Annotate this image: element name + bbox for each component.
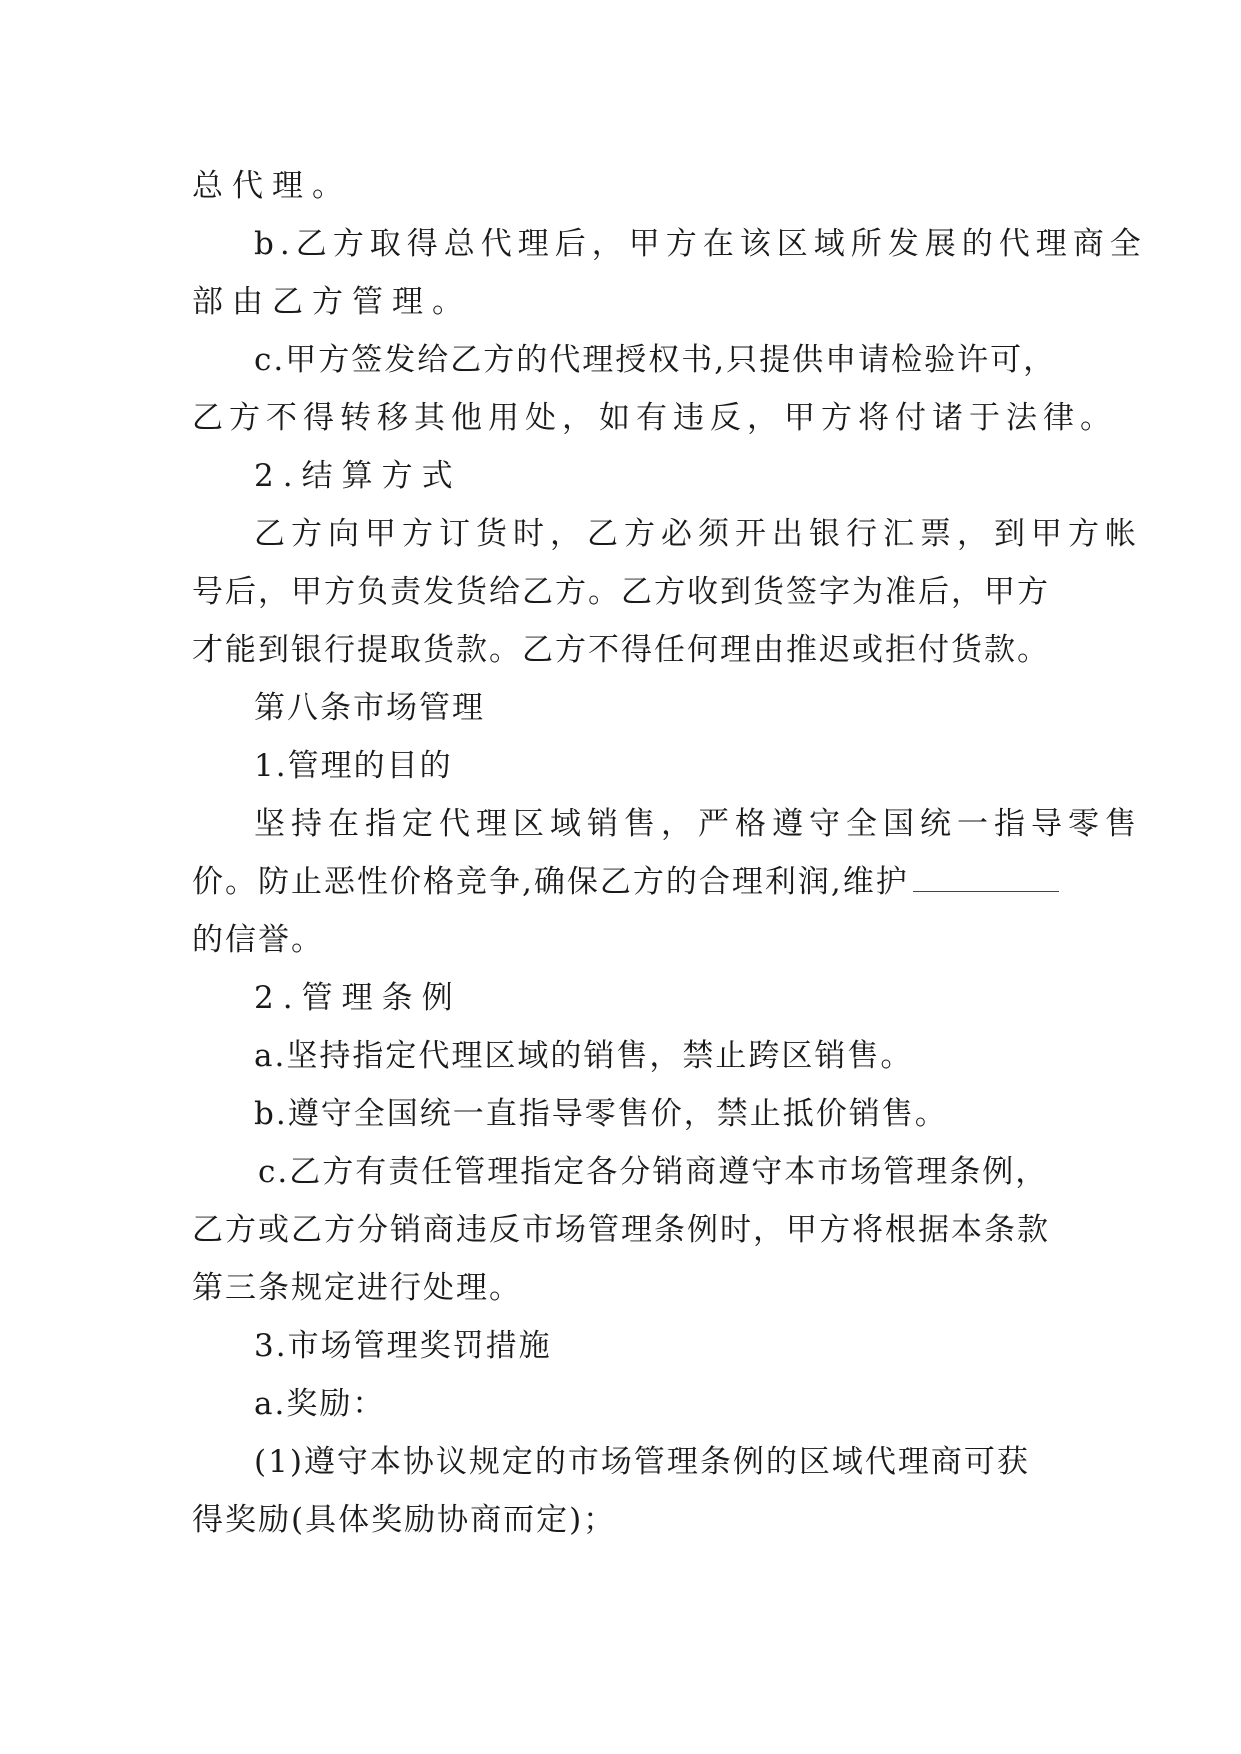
- paragraph-line: c.乙方有责任管理指定各分销商遵守本市场管理条例，: [258, 1154, 1049, 1190]
- paragraph-line: (1)遵守本协议规定的市场管理条例的区域代理商可获: [254, 1444, 1030, 1480]
- paragraph-line: 乙方向甲方订货时，乙方必须开出银行汇票，到甲方帐: [254, 516, 1142, 552]
- paragraph-line: 号后，甲方负责发货给乙方。乙方收到货签字为准后，甲方: [192, 574, 1050, 610]
- paragraph-line: 得奖励(具体奖励协商而定)；: [192, 1502, 617, 1538]
- paragraph-line: 总代理。: [192, 168, 352, 204]
- paragraph-line: b.乙方取得总代理后，甲方在该区域所发展的代理商全: [254, 226, 1147, 262]
- paragraph-text: 价。防止恶性价格竞争,确保乙方的合理利润,维护: [192, 864, 909, 900]
- paragraph-line: a.奖励：: [254, 1386, 386, 1422]
- section-heading: 3.市场管理奖罚措施: [254, 1328, 552, 1364]
- article-heading: 第八条市场管理: [254, 690, 485, 726]
- paragraph-line: 乙方或乙方分销商违反市场管理条例时，甲方将根据本条款: [192, 1212, 1050, 1248]
- paragraph-line: 才能到银行提取货款。乙方不得任何理由推迟或拒付货款。: [192, 632, 1050, 668]
- section-heading: 2.管理条例: [254, 980, 462, 1016]
- paragraph-line: 的信誉。: [192, 922, 324, 958]
- paragraph-line: 第三条规定进行处理。: [192, 1270, 522, 1306]
- paragraph-line: 部由乙方管理。: [192, 284, 472, 320]
- paragraph-line: c.甲方签发给乙方的代理授权书,只提供申请检验许可，: [254, 342, 1057, 378]
- paragraph-line: 乙方不得转移其他用处，如有违反，甲方将付诸于法律。: [192, 400, 1117, 436]
- paragraph-line: [192, 862, 1059, 902]
- paragraph-line: a.坚持指定代理区域的销售，禁止跨区销售。: [254, 1038, 914, 1074]
- section-heading: 1.管理的目的: [254, 748, 453, 784]
- paragraph-line: b.遵守全国统一直指导零售价，禁止抵价销售。: [254, 1096, 948, 1132]
- section-heading: 2.结算方式: [254, 458, 462, 494]
- paragraph-line: 坚持在指定代理区域销售，严格遵守全国统一指导零售: [254, 806, 1142, 842]
- fill-in-blank: [913, 865, 1059, 892]
